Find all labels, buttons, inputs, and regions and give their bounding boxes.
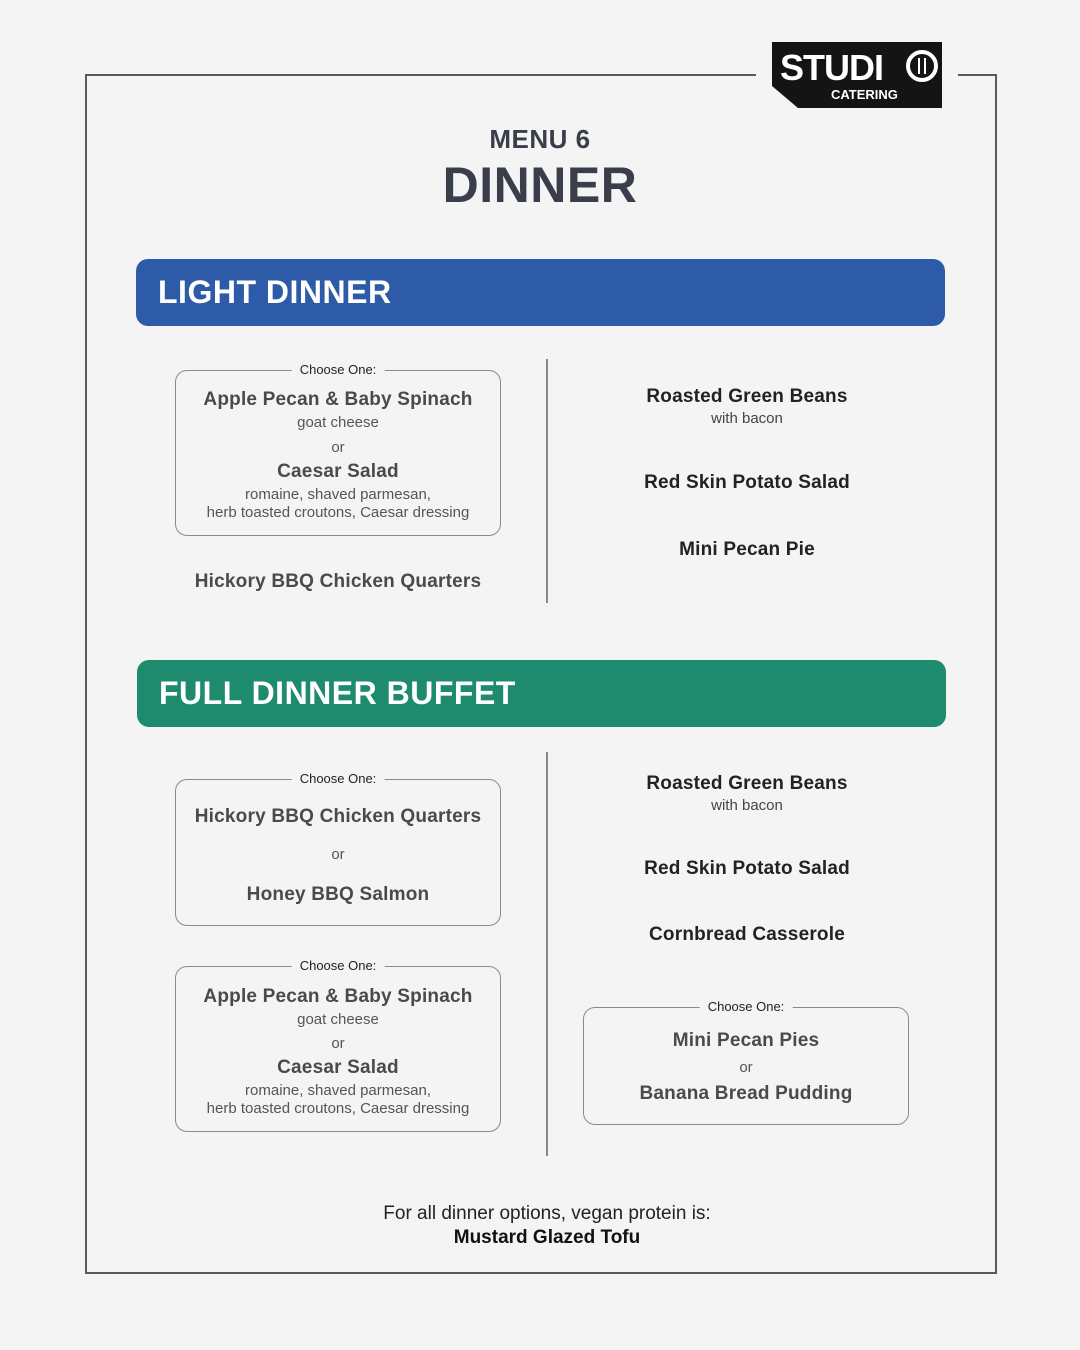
or-separator: or	[739, 1059, 753, 1076]
or-separator: or	[331, 1035, 345, 1052]
salad-option-caesar: Caesar Salad	[277, 1057, 399, 1078]
menu-number: MENU 6	[489, 124, 591, 154]
svg-text:CATERING: CATERING	[831, 87, 898, 102]
salad-option-caesar-desc-2: herb toasted croutons, Caesar dressing	[206, 504, 470, 521]
protein-option-salmon: Honey BBQ Salmon	[246, 884, 430, 905]
light-dinner-banner: LIGHT DINNER	[136, 259, 945, 326]
salad-option-apple-pecan: Apple Pecan & Baby Spinach	[203, 986, 473, 1007]
protein-option-chicken: Hickory BBQ Chicken Quarters	[194, 806, 482, 827]
full-dessert-choice-box	[583, 999, 909, 1125]
full-side-green-beans	[582, 773, 912, 814]
salad-option-caesar: Caesar Salad	[277, 461, 399, 482]
or-separator: or	[331, 439, 345, 456]
salad-option-apple-pecan-desc: goat cheese	[297, 414, 379, 431]
light-divider	[546, 359, 548, 603]
light-main-entree: Hickory BBQ Chicken Quarters	[194, 571, 482, 592]
studio-catering-logo	[772, 42, 942, 108]
salad-option-caesar-desc-1: romaine, shaved parmesan,	[245, 1082, 431, 1099]
full-divider	[546, 752, 548, 1156]
dessert-option-banana-pudding: Banana Bread Pudding	[639, 1083, 853, 1104]
full-side-cornbread: Cornbread Casserole	[649, 924, 845, 945]
side-title: Roasted Green Beans	[646, 773, 848, 794]
full-dinner-banner: FULL DINNER BUFFET	[137, 660, 946, 727]
full-protein-choice-box	[175, 771, 501, 926]
or-separator: or	[331, 846, 345, 863]
salad-option-apple-pecan: Apple Pecan & Baby Spinach	[203, 389, 473, 410]
choose-one-label: Choose One:	[700, 999, 793, 1014]
dessert-option-pecan-pies: Mini Pecan Pies	[672, 1030, 820, 1051]
side-title: Roasted Green Beans	[646, 386, 848, 407]
choose-one-label: Choose One:	[292, 362, 385, 377]
choose-one-label: Choose One:	[292, 958, 385, 973]
menu-title: DINNER	[442, 157, 638, 213]
vegan-note: For all dinner options, vegan protein is:	[383, 1203, 711, 1224]
side-desc: with bacon	[711, 410, 783, 427]
vegan-protein: Mustard Glazed Tofu	[453, 1227, 641, 1248]
salad-option-caesar-desc-1: romaine, shaved parmesan,	[245, 486, 431, 503]
choose-one-label: Choose One:	[292, 771, 385, 786]
light-side-potato-salad: Red Skin Potato Salad	[644, 472, 850, 493]
salad-option-caesar-desc-2: herb toasted croutons, Caesar dressing	[206, 1100, 470, 1117]
light-side-green-beans	[582, 386, 912, 427]
salad-option-apple-pecan-desc: goat cheese	[297, 1011, 379, 1028]
light-salad-choice-box	[175, 362, 501, 536]
full-side-potato-salad: Red Skin Potato Salad	[644, 858, 850, 879]
side-desc: with bacon	[711, 797, 783, 814]
svg-text:STUDI: STUDI	[780, 47, 883, 88]
light-dessert: Mini Pecan Pie	[679, 539, 815, 560]
full-salad-choice-box	[175, 958, 501, 1132]
